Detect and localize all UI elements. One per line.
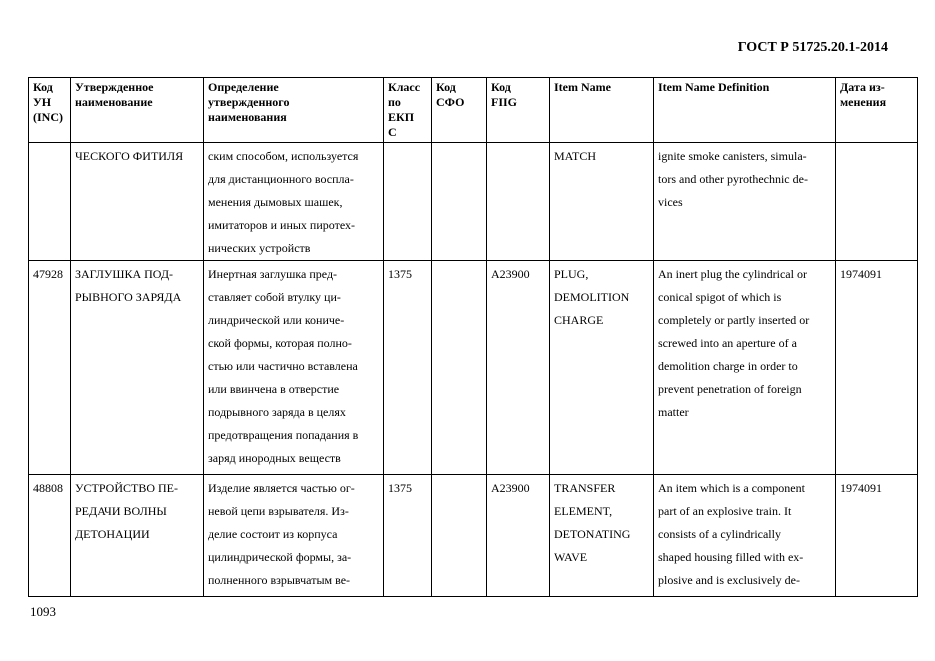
cell-line: PLUG, <box>554 267 589 281</box>
cell-line: ЗАГЛУШКА ПОД- <box>75 267 174 281</box>
cell-line: DETONATING <box>554 527 631 541</box>
cell-line: Определение <box>208 80 279 94</box>
cell-item-definition <box>654 143 836 261</box>
cell-date <box>836 143 918 261</box>
cell-line: An inert plug the cylindrical or <box>658 267 807 281</box>
cell-sfo <box>432 143 487 261</box>
header-class <box>384 78 432 143</box>
cell-name <box>71 261 204 475</box>
cell-line: (INC) <box>33 110 63 124</box>
cell-line: для дистанционного воспла- <box>208 172 354 186</box>
cell-line: CHARGE <box>554 313 604 327</box>
header-change-date <box>836 78 918 143</box>
cell-line: prevent penetration of foreign <box>658 382 802 396</box>
header-definition <box>204 78 384 143</box>
cell-definition <box>204 261 384 475</box>
cell-line: plosive and is exclusively de- <box>658 573 800 587</box>
cell-item-name <box>550 475 654 597</box>
cell-item-definition <box>654 261 836 475</box>
cell-line: РЕДАЧИ ВОЛНЫ <box>75 504 167 518</box>
cell-sfo <box>432 261 487 475</box>
cell-line: полненного взрывчатым ве- <box>208 573 351 587</box>
cell-line: Класс <box>388 80 421 94</box>
cell-line: demolition charge in order to <box>658 359 798 373</box>
cell-line: ставляет собой втулку ци- <box>208 290 341 304</box>
cell-line: ignite smoke canisters, simula- <box>658 149 807 163</box>
cell-line: цилиндрической формы, за- <box>208 550 352 564</box>
cell-line: consists of a cylindrically <box>658 527 781 541</box>
header-code <box>29 78 71 143</box>
header-sfo <box>432 78 487 143</box>
cell-line: TRANSFER <box>554 481 616 495</box>
cell-line: ЕКП <box>388 110 415 124</box>
cell-line: ELEMENT, <box>554 504 613 518</box>
cell-fiig <box>487 143 550 261</box>
cell-line: vices <box>658 195 683 209</box>
header-fiig <box>487 78 550 143</box>
cell-line: Утвержденное <box>75 80 154 94</box>
cell-line: утвержденного <box>208 95 290 109</box>
cell-line: Изделие является частью ог- <box>208 481 355 495</box>
header-approved-name <box>71 78 204 143</box>
cell-line: наименование <box>75 95 153 109</box>
cell-line: DEMOLITION <box>554 290 630 304</box>
cell-line: РЫВНОГО ЗАРЯДА <box>75 290 182 304</box>
cell-line: Дата из- <box>840 80 885 94</box>
cell-line: Код <box>436 80 456 94</box>
cell-line: FIIG <box>491 95 518 109</box>
cell-line: по <box>388 95 401 109</box>
cell-line: подрывного заряда в целях <box>208 405 346 419</box>
cell-date: 1974091 <box>836 261 918 475</box>
cell-code <box>29 143 71 261</box>
cell-line: делие состоит из корпуса <box>208 527 338 541</box>
cell-line: или ввинчена в отверстие <box>208 382 340 396</box>
cell-line: Item Name <box>554 80 611 94</box>
cell-line: conical spigot of which is <box>658 290 782 304</box>
header-item-name <box>550 78 654 143</box>
cell-line: ДЕТОНАЦИИ <box>75 527 150 541</box>
cell-line: УН <box>33 95 52 109</box>
page-number: 1093 <box>30 604 56 619</box>
cell-class <box>384 143 432 261</box>
cell-line: Item Name Definition <box>658 80 770 94</box>
cell-line: completely or partly inserted or <box>658 313 810 327</box>
cell-code: 48808 <box>29 475 71 597</box>
cell-line: screwed into an aperture of a <box>658 336 797 350</box>
cell-line: менения дымовых шашек, <box>208 195 343 209</box>
cell-date: 1974091 <box>836 475 918 597</box>
cell-definition <box>204 475 384 597</box>
cell-class: 1375 <box>384 475 432 597</box>
cell-line: ским способом, используется <box>208 149 359 163</box>
cell-line: An item which is a component <box>658 481 805 495</box>
cell-line: невой цепи взрывателя. Из- <box>208 504 349 518</box>
cell-line: линдрической или кониче- <box>208 313 345 327</box>
cell-name <box>71 475 204 597</box>
cell-line: предотвращения попадания в <box>208 428 359 442</box>
cell-line: Код <box>33 80 53 94</box>
cell-line: заряд инородных веществ <box>208 451 341 465</box>
cell-sfo <box>432 475 487 597</box>
cell-line: УСТРОЙСТВО ПЕ- <box>75 481 178 495</box>
cell-line: part of an explosive train. It <box>658 504 792 518</box>
standard-designation: ГОСТ Р 51725.20.1-2014 <box>737 40 888 55</box>
cell-item-name <box>550 261 654 475</box>
cell-line: WAVE <box>554 550 588 564</box>
table-row <box>29 143 918 261</box>
cell-definition <box>204 143 384 261</box>
cell-line: СФО <box>436 95 465 109</box>
cell-line: имитаторов и иных пиротех- <box>208 218 356 232</box>
header-item-definition <box>654 78 836 143</box>
table-row <box>29 475 918 597</box>
cell-item-definition <box>654 475 836 597</box>
cell-item-name <box>550 143 654 261</box>
cell-line: Код <box>491 80 511 94</box>
cell-fiig: A23900 <box>487 261 550 475</box>
table-header-row <box>29 78 918 143</box>
table-row <box>29 261 918 475</box>
cell-line: стью или частично вставлена <box>208 359 358 373</box>
cell-class: 1375 <box>384 261 432 475</box>
cell-line: нических устройств <box>208 241 311 255</box>
cell-code: 47928 <box>29 261 71 475</box>
cell-line: наименования <box>208 110 287 124</box>
cell-line: Инертная заглушка пред- <box>208 267 338 281</box>
cell-line: MATCH <box>554 149 597 163</box>
cell-line: tors and other pyrothechnic de- <box>658 172 808 186</box>
cell-line: ской формы, которая полно- <box>208 336 352 350</box>
cell-line: С <box>388 125 397 139</box>
cell-fiig: A23900 <box>487 475 550 597</box>
cell-name <box>71 143 204 261</box>
cell-line: matter <box>658 405 689 419</box>
cell-line: ЧЕСКОГО ФИТИЛЯ <box>75 149 184 163</box>
cell-line: shaped housing filled with ex- <box>658 550 804 564</box>
nomenclature-table <box>28 77 918 597</box>
cell-line: менения <box>840 95 887 109</box>
